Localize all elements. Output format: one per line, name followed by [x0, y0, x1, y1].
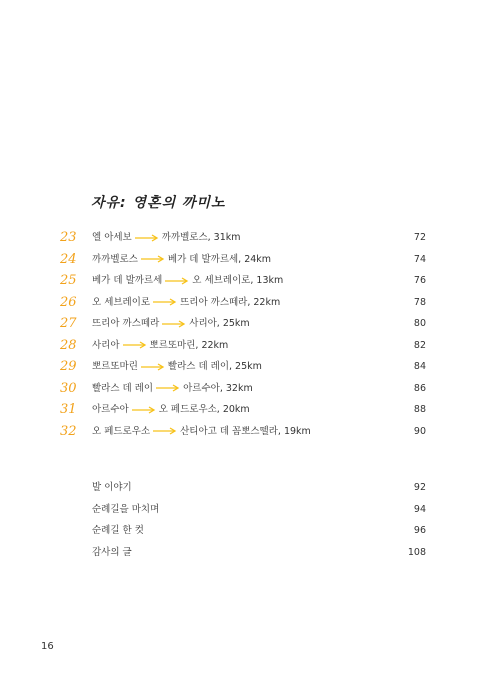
chapter-number: 29: [60, 359, 77, 374]
page-ref: 74: [413, 253, 426, 265]
arrow-right-icon: [141, 255, 165, 263]
extra-label: 순례길 한 컷: [92, 525, 144, 537]
chapter-number: 23: [60, 230, 77, 245]
route-from: 엘 아세보: [92, 232, 132, 243]
toc-entry[interactable]: [60, 378, 430, 400]
route-from: 빨라스 데 레이: [92, 382, 154, 394]
chapter-number: 24: [60, 251, 77, 267]
toc-entry[interactable]: [60, 399, 430, 421]
toc-list: [60, 227, 430, 442]
page-ref: 80: [413, 318, 426, 329]
route-text: [92, 421, 311, 443]
toc-entry[interactable]: [60, 270, 430, 292]
route-from: 뜨리아 까스떼라: [92, 318, 160, 329]
chapter-number: 32: [60, 423, 77, 439]
page-ref: 82: [413, 339, 426, 351]
route-from: 오 세브레이로: [92, 296, 151, 308]
chapter-number: 30: [60, 380, 77, 396]
arrow-right-icon: [153, 427, 177, 435]
toc-entry[interactable]: [60, 356, 430, 378]
page-ref: 92: [413, 482, 426, 493]
chapter-number: 31: [60, 402, 77, 417]
toc-extra-entry[interactable]: [92, 542, 430, 564]
chapter-number: 28: [60, 337, 77, 353]
page-ref: 78: [413, 296, 426, 308]
page-ref: 96: [413, 525, 426, 537]
route-text: [92, 378, 253, 400]
page-ref: 86: [413, 382, 426, 394]
route-to: 빨라스 데 레이, 25km: [167, 361, 262, 372]
route-text: [92, 356, 262, 378]
arrow-right-icon: [165, 277, 189, 285]
arrow-right-icon: [141, 363, 165, 371]
toc-entry[interactable]: [60, 227, 430, 249]
route-from: 오 페드로우소: [92, 425, 151, 437]
chapter-number: 26: [60, 294, 77, 310]
arrow-right-icon: [162, 320, 186, 328]
page-ref: 76: [413, 275, 426, 286]
route-to: 아르수아, 32km: [183, 382, 253, 394]
page-ref: 94: [413, 503, 426, 515]
route-text: [92, 399, 250, 421]
route-text: [92, 313, 250, 335]
arrow-right-icon: [123, 341, 147, 349]
page-ref: 72: [413, 232, 426, 243]
route-text: [92, 227, 241, 249]
route-text: [92, 249, 271, 271]
arrow-right-icon: [153, 298, 177, 306]
toc-extra-entry[interactable]: [92, 499, 430, 521]
extras-list: [92, 477, 430, 563]
route-text: [92, 270, 283, 292]
arrow-right-icon: [156, 384, 180, 392]
extra-label: 순례길을 마치며: [92, 503, 160, 515]
chapter-number: 25: [60, 273, 77, 288]
page-ref: 88: [413, 404, 426, 415]
section-title: 자유: 영혼의 까미노: [91, 195, 226, 211]
page-ref: 108: [407, 546, 426, 558]
route-to: 까까벨로스, 31km: [161, 232, 241, 243]
toc-entry[interactable]: [60, 249, 430, 271]
extra-label: 감사의 글: [92, 546, 132, 558]
extra-label: 발 이야기: [92, 482, 132, 493]
arrow-right-icon: [135, 234, 159, 242]
route-text: [92, 335, 228, 357]
toc-extra-entry[interactable]: [92, 520, 430, 542]
route-to: 사리아, 25km: [189, 318, 250, 329]
arrow-right-icon: [132, 406, 156, 414]
toc-entry[interactable]: [60, 335, 430, 357]
toc-entry[interactable]: [60, 313, 430, 335]
chapter-number: 27: [60, 316, 77, 331]
route-text: [92, 292, 280, 314]
route-from: 까까벨로스: [92, 253, 138, 265]
route-to: 뜨리아 까스떼라, 22km: [180, 296, 281, 308]
route-to: 산티아고 데 꼼뽀스뗄라, 19km: [180, 425, 311, 437]
page-ref: 90: [413, 425, 426, 437]
route-to: 오 페드로우소, 20km: [158, 404, 250, 415]
page-number: 16: [41, 641, 54, 652]
toc-entry[interactable]: [60, 421, 430, 443]
route-to: 베가 데 발까르세, 24km: [167, 253, 272, 265]
route-from: 아르수아: [92, 404, 129, 415]
route-from: 베가 데 발까르세: [92, 275, 163, 286]
route-to: 뽀르또마린, 22km: [149, 339, 229, 351]
route-from: 뽀르또마린: [92, 361, 138, 372]
toc-extra-entry[interactable]: [92, 477, 430, 499]
route-to: 오 세브레이로, 13km: [192, 275, 284, 286]
page-ref: 84: [413, 361, 426, 372]
toc-entry[interactable]: [60, 292, 430, 314]
route-from: 사리아: [92, 339, 120, 351]
